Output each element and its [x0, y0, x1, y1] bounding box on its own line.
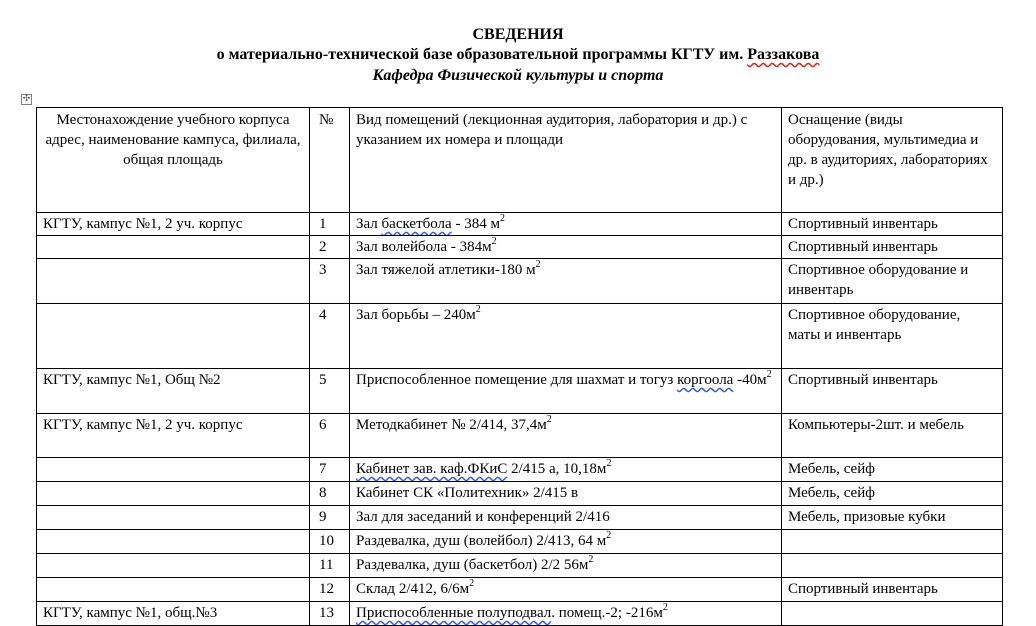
cell-room-text: Склад 2/412, 6/6м	[356, 581, 470, 597]
cell-room-text: Кабинет зав. каф.ФКиС 2/415 а, 10,18м	[356, 461, 607, 477]
cell-location	[37, 458, 310, 482]
cell-room-text: Зал борьбы – 240м	[356, 307, 476, 323]
cell-number: 12	[310, 578, 350, 602]
cell-number: 10	[310, 530, 350, 554]
cell-number: 1	[310, 213, 350, 236]
cell-room-text: Зал волейбола - 384м	[356, 239, 492, 255]
table-header-row	[37, 108, 1003, 213]
cell-location: КГТУ, кампус №1, общ.№3	[37, 602, 310, 626]
table-row	[37, 578, 1003, 602]
cell-equipment: Спортивный инвентарь	[782, 578, 1003, 602]
cell-number: 8	[310, 482, 350, 506]
cell-number: 4	[310, 304, 350, 369]
cell-room-superscript: 2	[535, 259, 541, 270]
cell-room-text: Методкабинет № 2/414, 37,4м	[356, 417, 547, 433]
cell-number: 6	[310, 414, 350, 458]
cell-equipment: Компьютеры-2шт. и мебель	[782, 414, 1003, 458]
cell-room	[350, 602, 782, 626]
cell-equipment: Спортивный инвентарь	[782, 213, 1003, 236]
cell-room-superscript: 2	[606, 458, 612, 469]
cell-number: 2	[310, 236, 350, 259]
table-row	[37, 602, 1003, 626]
cell-number: 11	[310, 554, 350, 578]
header-location: Местонахождение учебного корпуса адрес, наименование кампуса, филиала, общая площадь	[37, 108, 310, 213]
cell-room-text: Приспособленные полуподвал. помещ.-2; -216м	[356, 605, 663, 621]
cell-room	[350, 304, 782, 369]
cell-room-superscript: 2	[469, 578, 475, 589]
table-row	[37, 482, 1003, 506]
cell-equipment: Спортивный инвентарь	[782, 369, 1003, 414]
cell-location	[37, 304, 310, 369]
cell-room-text: Раздевалка, душ (баскетбол) 2/2 56м	[356, 557, 589, 573]
cell-location: КГТУ, кампус №1, 2 уч. корпус	[37, 414, 310, 458]
cell-room	[350, 414, 782, 458]
table-row	[37, 414, 1003, 458]
cell-room	[350, 369, 782, 414]
subtitle-name: Раззакова	[747, 46, 820, 63]
header-room-type: Вид помещений (лекционная аудитория, лаборатория и др.) с указанием их номера и площади	[350, 108, 782, 213]
cell-room-text: Зал тяжелой атлетики-180 м	[356, 262, 536, 278]
cell-location	[37, 530, 310, 554]
cell-room-text: Зал для заседаний и конференций 2/416	[356, 509, 610, 525]
table-row	[37, 304, 1003, 369]
cell-location	[37, 506, 310, 530]
cell-location	[37, 259, 310, 304]
cell-room-text: Раздевалка, душ (волейбол) 2/413, 64 м	[356, 533, 607, 549]
cell-location: КГТУ, кампус №1, Общ №2	[37, 369, 310, 414]
document-subtitle	[0, 45, 1036, 65]
cell-location: КГТУ, кампус №1, 2 уч. корпус	[37, 213, 310, 236]
cell-equipment: Мебель, призовые кубки	[782, 506, 1003, 530]
cell-room-text: Зал баскетбола - 384 м	[356, 216, 500, 232]
table-row	[37, 236, 1003, 259]
cell-number: 5	[310, 369, 350, 414]
table-row	[37, 259, 1003, 304]
cell-room-superscript: 2	[546, 414, 552, 425]
cell-equipment: Мебель, сейф	[782, 458, 1003, 482]
cell-number: 7	[310, 458, 350, 482]
cell-room	[350, 213, 782, 236]
table-row	[37, 458, 1003, 482]
table-move-handle-icon[interactable]: ✣	[22, 94, 31, 104]
cell-room	[350, 236, 782, 259]
table-row	[37, 530, 1003, 554]
cell-room	[350, 530, 782, 554]
cell-location	[37, 236, 310, 259]
cell-number: 13	[310, 602, 350, 626]
department-name: Кафедра Физической культуры и спорта	[372, 67, 664, 84]
cell-equipment	[782, 530, 1003, 554]
cell-equipment: Спортивный инвентарь	[782, 236, 1003, 259]
cell-room-superscript: 2	[662, 602, 668, 613]
facilities-table	[36, 107, 1003, 626]
header-equipment: Оснащение (виды оборудования, мультимедиа и др. в аудиториях, лабораториях и др.)	[782, 108, 1003, 213]
cell-number: 3	[310, 259, 350, 304]
cell-room	[350, 506, 782, 530]
cell-room-text: Приспособленное помещение для шахмат и тогуз коргоола -40м	[356, 372, 767, 388]
table-row	[37, 369, 1003, 414]
cell-room-superscript: 2	[606, 530, 612, 541]
header-number: №	[310, 108, 350, 213]
cell-equipment: Спортивное оборудование, маты и инвентарь	[782, 304, 1003, 369]
table-row	[37, 554, 1003, 578]
cell-number: 9	[310, 506, 350, 530]
cell-room-superscript: 2	[766, 369, 772, 380]
cell-room	[350, 554, 782, 578]
cell-equipment: Спортивное оборудование и инвентарь	[782, 259, 1003, 304]
cell-room	[350, 458, 782, 482]
cell-room-text: Кабинет СК «Политехник» 2/415 в	[356, 485, 579, 501]
cell-equipment	[782, 554, 1003, 578]
table-row	[37, 506, 1003, 530]
cell-location	[37, 578, 310, 602]
cell-room-superscript: 2	[475, 304, 481, 315]
cell-equipment	[782, 602, 1003, 626]
cell-room-superscript: 2	[588, 554, 594, 565]
cell-location	[37, 554, 310, 578]
table-row	[37, 213, 1003, 236]
cell-room	[350, 482, 782, 506]
subtitle-prefix: о материально-технической базе образовательной программы КГТУ им.	[216, 46, 748, 63]
cell-location	[37, 482, 310, 506]
cell-equipment: Мебель, сейф	[782, 482, 1003, 506]
cell-room	[350, 578, 782, 602]
cell-room-superscript: 2	[499, 213, 505, 224]
cell-room-superscript: 2	[491, 236, 497, 247]
document-title: СВЕДЕНИЯ	[472, 26, 564, 43]
cell-room	[350, 259, 782, 304]
